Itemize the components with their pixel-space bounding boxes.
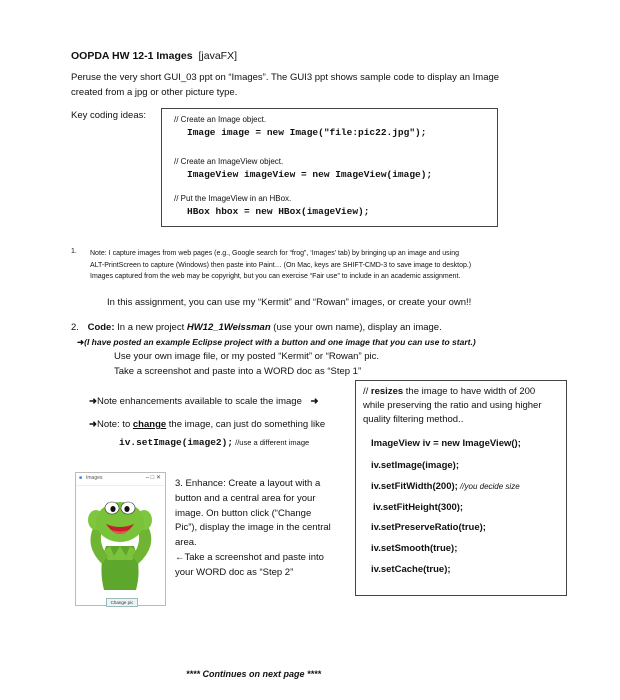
window-title: Images [86, 475, 103, 481]
intro-line-2: created from a jpg or other picture type. [71, 87, 238, 98]
item1-line-2: ALT-PrintScreen to capture (Windows) then paste into Paint… (On Mac, keys are SHIFT-CMD-3 to save image to desktop.) [90, 261, 472, 269]
intro-line-1: Peruse the very short GUI_03 ppt on “Images”. The GUI3 ppt shows sample code to display an Image [71, 72, 500, 83]
enhance-line-1: 3. Enhance: Create a layout with a [175, 478, 321, 489]
code-new-imageview: ImageView iv = new ImageView(); [371, 438, 521, 449]
enhance-paragraph [175, 477, 331, 581]
change-pic-button[interactable]: Change pic [106, 598, 138, 607]
code-preserve-ratio: iv.setPreserveRatio(true); [371, 522, 486, 533]
code-line-1: Image image = new Image("file:pic22.jpg"); [187, 127, 427, 138]
item2-pre: In a new project [117, 322, 187, 333]
window-titlebar [76, 473, 165, 486]
resize-comment [363, 385, 542, 427]
enhance-line-2: button and a central area for your [175, 492, 316, 504]
resize-code-box [355, 380, 567, 596]
change-note-pre: Note: to [96, 419, 133, 430]
change-code-comment: //use a different image [233, 438, 310, 447]
change-code-line [119, 432, 309, 450]
right-arrow-icon: ➜ [89, 396, 97, 407]
code-smooth: iv.setSmooth(true); [371, 543, 458, 554]
item2-line [71, 322, 442, 333]
comment-rest-3: quality filtering method.. [363, 414, 464, 425]
key-ideas-label: Key coding ideas: [71, 110, 146, 121]
item2-number: 2. [71, 322, 79, 333]
change-word: change [132, 419, 167, 430]
item1-line-1: Note: I capture images from web pages (e.g., Google search for “frog”, ‘Images’ tab) by bringing up an image and using [90, 250, 459, 257]
arrow-note-text: (I have posted an example Eclipse project with a button and one image that you can use to start.) [84, 337, 476, 347]
enhance-line-7: your WORD doc as “Step 2” [175, 566, 294, 578]
page-heading [71, 50, 237, 62]
code-fit-height: iv.setFitHeight(300); [373, 502, 464, 513]
javafx-window-thumbnail [75, 472, 166, 606]
item2-project-name: HW12_1Weissman [186, 322, 271, 333]
item1-line-3: Images captured from the web may be copyright, but you can exercise “Fair use” to include in an academic assignment. [90, 273, 461, 280]
enhance-line-6: ←Take a screenshot and paste into [175, 551, 324, 563]
heading-title: OOPDA HW 12-1 Images [71, 50, 193, 62]
item1-number: 1. [71, 248, 77, 255]
comment-prefix: // [363, 386, 371, 397]
app-icon: ■ [79, 475, 83, 481]
change-code: iv.setImage(image2); [119, 437, 234, 448]
code-comment-2: // Create an ImageView object. [174, 157, 284, 166]
use-line: Use your own image file, or my posted “Kermit” or “Rowan” pic. [114, 351, 380, 362]
item2-post: (use your own name), display an image. [270, 322, 442, 333]
scale-note [89, 396, 318, 407]
code-fit-width: iv.setFitWidth(200); [371, 481, 458, 492]
code-line-3: HBox hbox = new HBox(imageView); [187, 206, 370, 217]
intro-paragraph [71, 70, 499, 100]
code-fit-width-line [371, 481, 520, 492]
comment-rest-2: while preserving the ratio and using higher [363, 400, 542, 411]
heading-tag: [javaFX] [198, 50, 237, 62]
code-line-2: ImageView imageView = new ImageView(image); [187, 169, 433, 180]
right-arrow-icon: ➜ [77, 337, 85, 347]
code-fit-width-comment: //you decide size [457, 482, 520, 491]
change-note [89, 419, 325, 430]
scale-note-text: Note enhancements available to scale the image [96, 396, 302, 407]
item2-code-label: Code: [87, 322, 115, 333]
code-cache: iv.setCache(true); [371, 564, 451, 575]
enhance-line-5: area. [175, 537, 197, 549]
right-arrow-icon: ➜ [310, 396, 319, 407]
continues-footer: **** Continues on next page **** [186, 669, 322, 679]
window-controls: – □ ✕ [145, 475, 161, 481]
change-note-post: the image, can just do something like [166, 419, 326, 430]
kermit-image [76, 486, 165, 590]
code-comment-3: // Put the ImageView in an HBox. [174, 194, 292, 203]
enhance-line-4: Pic”), display the image in the central [175, 522, 331, 534]
screenshot-line: Take a screenshot and paste into a WORD doc as “Step 1” [114, 366, 362, 377]
key-ideas-code-box [161, 108, 498, 227]
right-arrow-icon: ➜ [89, 419, 97, 430]
comment-rest-1: the image to have width of 200 [403, 386, 536, 397]
assignment-line: In this assignment, you can use my “Kermit” and “Rowan” images, or create your own!! [107, 297, 472, 308]
comment-bold: resizes [370, 386, 404, 397]
item1-note [90, 248, 471, 283]
code-comment-1: // Create an Image object. [174, 115, 267, 124]
arrow-note [77, 337, 476, 348]
enhance-line-3: image. On button click (“Change [175, 507, 312, 519]
code-set-image: iv.setImage(image); [371, 460, 459, 471]
